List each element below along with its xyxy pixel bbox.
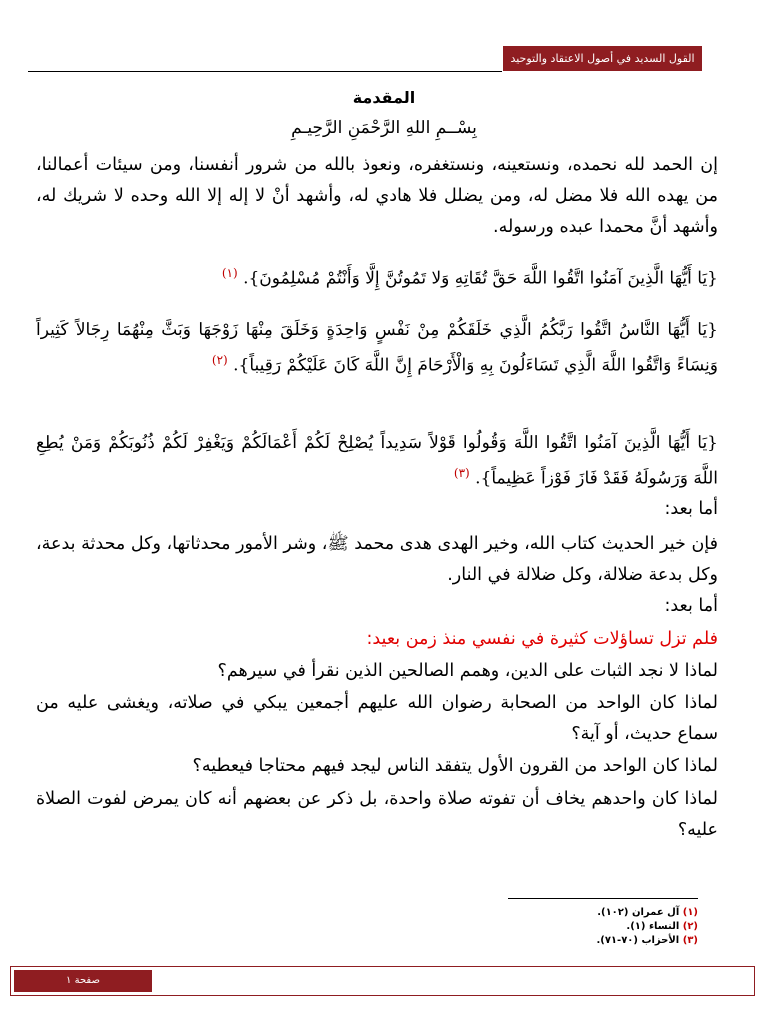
question-2: لماذا كان الواحد من الصحابة رضوان الله عليهم أجمعين يبكي في صلاته، ويغشى عليه من سماع حديث، أو آية؟ bbox=[36, 693, 718, 744]
header-rule bbox=[28, 71, 502, 72]
verse-1-text: {يَا أَيُّهَا الَّذِينَ آمَنُوا اتَّقُوا اللَّهَ حَقَّ تُقَاتِهِ وَلا تَمُوتُنَّ إِلَّا وَأَنْتُمْ مُسْلِمُونَ}. bbox=[243, 268, 718, 289]
book-title-banner: القول السديد في أصول الاعتقاد والتوحيد bbox=[503, 46, 702, 71]
red-heading: فلم تزل تساؤلات كثيرة في نفسي منذ زمن بعيد: bbox=[366, 629, 718, 649]
footnote-2 bbox=[460, 921, 698, 933]
footnote-3-text: الأحزاب (٧٠-٧١). bbox=[596, 935, 680, 946]
footnote-2-number: (٢) bbox=[682, 921, 698, 932]
footnote-separator bbox=[508, 898, 698, 899]
verse-3-text: {يَا أَيُّهَا الَّذِينَ آمَنُوا اتَّقُوا اللَّهَ وَقُولُوا قَوْلاً سَدِيداً يُصْلِحْ لَكُمْ أَعْمَالَكُمْ وَيَغْفِرْ لَكُمْ ذُنُوبَكُمْ وَمَنْ يُطِعِ اللَّهَ وَرَسُولَهُ فَقَدْ فَازَ فَوْزاً عَظِيماً}. bbox=[36, 433, 718, 489]
footnote-3-number: (٣) bbox=[682, 935, 698, 946]
verse-2 bbox=[36, 315, 718, 381]
verse-1 bbox=[36, 258, 718, 294]
question-1: لماذا لا نجد الثبات على الدين، وهمم الصالحين الذين نقرأ في سيرهم؟ bbox=[217, 661, 718, 681]
page-title: المقدمة bbox=[352, 88, 416, 107]
footnote-1-text: آل عمران (١٠٢). bbox=[597, 907, 680, 918]
amma-baad-2: أما بعد: bbox=[664, 596, 718, 616]
question-3: لماذا كان الواحد من القرون الأول يتفقد الناس ليجد فيهم محتاجا فيعطيه؟ bbox=[192, 756, 718, 776]
footnote-3 bbox=[460, 935, 698, 947]
intro-paragraph: إن الحمد لله نحمده، ونستعينه، ونستغفره، ونعوذ بالله من شرور أنفسنا، ومن سيئات أعمالنا، من يهده الله فلا مضل له، ومن يضلل فلا هادي له، وأشهد أنْ لا إله إلا الله وحده لا شريك له، وأشهد أنَّ محمدا عبده ورسوله. bbox=[36, 155, 718, 237]
amma-baad-1: أما بعد: bbox=[664, 499, 718, 519]
page-number-label: صفحة ١ bbox=[14, 970, 152, 992]
verse-1-footnote-ref[interactable]: (١) bbox=[221, 266, 238, 280]
footnote-2-text: النساء (١). bbox=[626, 921, 680, 932]
verse-2-text: {يَا أَيُّهَا النَّاسُ اتَّقُوا رَبَّكُمُ الَّذِي خَلَقَكُمْ مِنْ نَفْسٍ وَاحِدَةٍ وَخَلَقَ مِنْهَا زَوْجَهَا وَبَثَّ مِنْهُمَا رِجَالاً كَثِيراً وَنِسَاءً وَاتَّقُوا اللَّهَ الَّذِي تَسَاءَلُونَ بِهِ وَالْأَرْحَامَ إِنَّ اللَّهَ كَانَ عَلَيْكُمْ رَقِيباً}. bbox=[36, 320, 718, 376]
verse-2-footnote-ref[interactable]: (٢) bbox=[211, 353, 228, 367]
verse-3-footnote-ref[interactable]: (٣) bbox=[453, 466, 470, 480]
hadith-paragraph: فإن خير الحديث كتاب الله، وخير الهدى هدى محمد ﷺ، وشر الأمور محدثاتها، وكل محدثة بدعة، وكل بدعة ضلالة، وكل ضلالة في النار. bbox=[36, 534, 718, 585]
footnote-1-number: (١) bbox=[682, 907, 698, 918]
verse-3 bbox=[36, 428, 718, 494]
footnote-1 bbox=[460, 907, 698, 919]
question-4: لماذا كان واحدهم يخاف أن تفوته صلاة واحدة، بل ذكر عن بعضهم أنه كان يمرض لفوت الصلاة عليه؟ bbox=[36, 789, 718, 840]
basmala: بِسْــمِ اللهِ الرَّحْمَنِ الرَّحِيـمِ bbox=[291, 118, 477, 138]
